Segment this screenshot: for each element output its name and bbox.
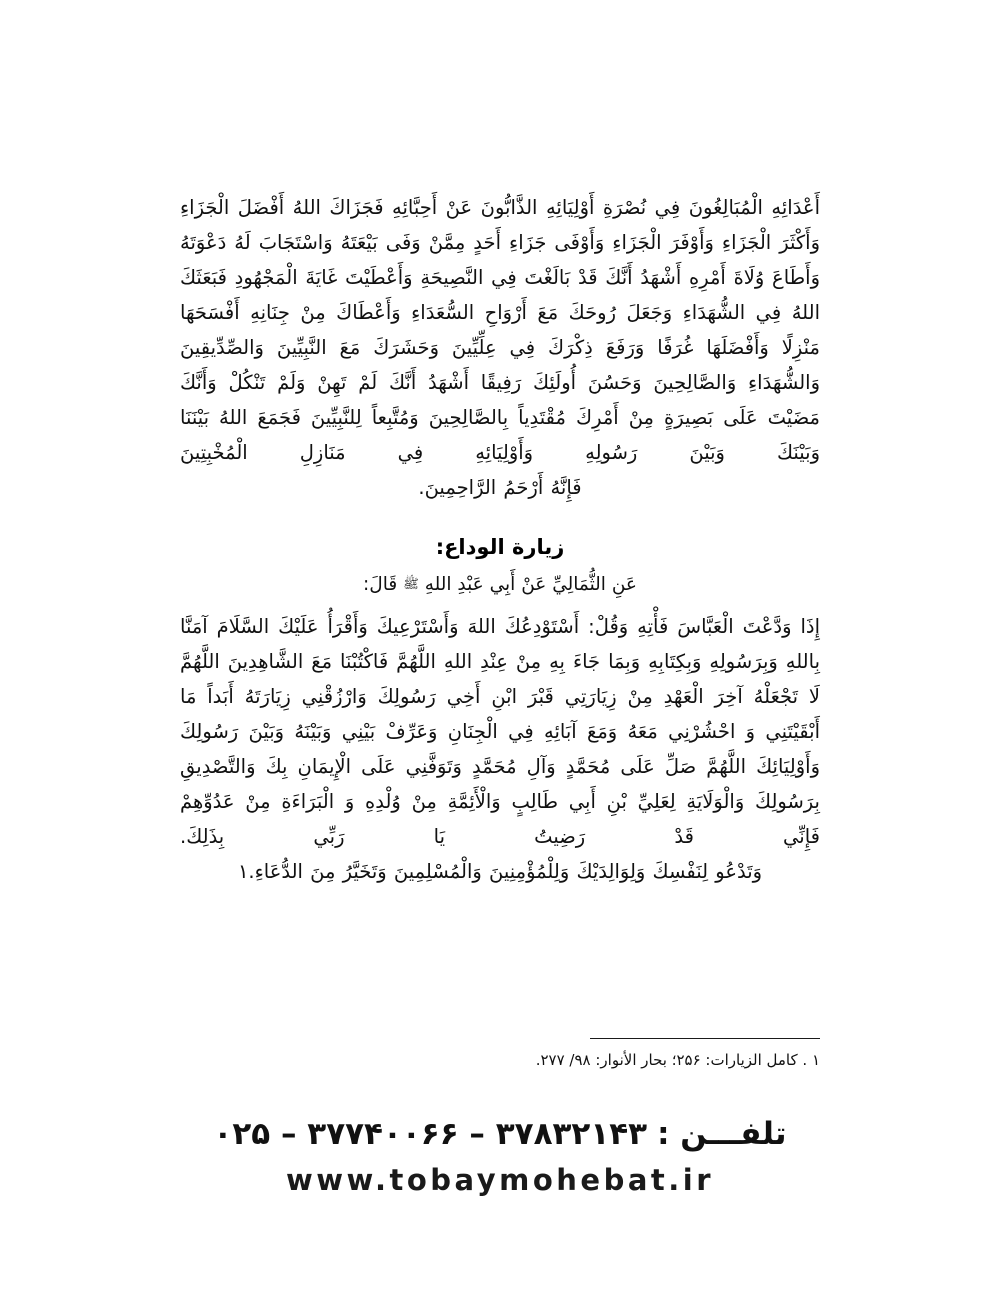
footer-website-url: www.tobaymohebat.ir [285,1163,715,1197]
footer-phone-line [0,1112,1000,1156]
honorific-alayhi-salam-icon: ﷺ [403,577,419,592]
page-footer [0,1112,1000,1200]
footnote-text: ۱ . كامل الزيارات: ۲۵۶؛ بحار الأنوار: ۹۸/ ۲۷۷. [535,1051,820,1069]
narrator-chain-suffix: قَالَ: [363,574,398,595]
footnote-separator-rule [590,1038,820,1039]
footer-phone-label: تلفـــن : [657,1116,787,1152]
narrator-chain-line [180,569,820,601]
paragraph-ziyarat-alwada-last-line: وَتَدْعُو لِنَفْسِكَ وَلِوَالِدَيْكَ وَلِلْمُؤْمِنِينَ وَالْمُسْلِمِينَ وَتَخَيَّرُ مِنَ الدُّعَاءِ.۱ [237,860,763,883]
paragraph-ziyarat-alwada-text: إِذَا وَدَّعْتَ الْعَبَّاسَ فَأْتِهِ وَقُلْ: أَسْتَوْدِعُكَ اللهَ وَأَسْتَرْعِيكَ وَأَقْرَأُ عَلَيْكَ السَّلَامَ آمَنَّا بِاللهِ وَبِرَسُولِهِ وَبِكِتَابِهِ وَبِمَا جَاءَ بِهِ مِنْ عِنْدِ اللهِ اللَّهُمَّ فَاكْتُبْنَا مَعَ الشَّاهِدِينَ اللَّهُمَّ لَا تَجْعَلْهُ آخِرَ الْعَهْدِ مِنْ زِيَارَتِي قَبْرَ ابْنِ أَخِي رَسُولِكَ وَارْزُقْنِي زِيَارَتَهُ أَبَداً مَا أَبْقَيْتَنِي وَ احْشُرْنِي مَعَهُ وَمَعَ آبَائِهِ فِي الْجِنَانِ وَعَرِّفْ بَيْنِي وَبَيْنَهُ وَبَيْنَ رَسُولِكَ وَأَوْلِيَائِكَ اللَّهُمَّ صَلِّ عَلَى مُحَمَّدٍ وَآلِ مُحَمَّدٍ وَتَوَفَّنِي عَلَى الْإِيمَانِ بِكَ وَالتَّصْدِيقِ بِرَسُولِكَ وَالْوَلَايَةِ لِعَلِيِّ بْنِ أَبِي طَالِبٍ وَالْأَئِمَّةِ مِنْ وُلْدِهِ وَ الْبَرَاءَةِ مِنْ عَدُوِّهِمْ فَإِنِّي قَدْ رَضِيتُ يَا رَبِّي بِذَلِكَ. [180,615,820,848]
narrator-chain-prefix: عَنِ الثُّمَالِيِّ عَنْ أَبِي عَبْدِ اللهِ [424,574,637,595]
page-content [180,190,820,889]
footnote-area [180,1038,820,1071]
paragraph-ziyarat-continuation: أَعْدَائِهِ الْمُبَالِغُونَ فِي نُصْرَةِ أَوْلِيَائِهِ الذَّابُّونَ عَنْ أَحِبَّائِهِ فَجَزَاكَ اللهُ أَفْضَلَ الْجَزَاءِ وَأَكْثَرَ الْجَزَاءِ وَأَوْفَرَ الْجَزَاءِ وَأَوْفَى جَزَاءِ أَحَدٍ مِمَّنْ وَفَى بَيْعَتَهُ وَاسْتَجَابَ لَهُ دَعْوَتَهُ وَأَطَاعَ وُلَاةَ أَمْرِهِ أَشْهَدُ أَنَّكَ قَدْ بَالَغْتَ فِي النَّصِيحَةِ وَأَعْطَيْتَ غَايَةَ الْمَجْهُودِ فَبَعَثَكَ اللهُ فِي الشُّهَدَاءِ وَجَعَلَ رُوحَكَ مَعَ أَرْوَاحِ السُّعَدَاءِ وَأَعْطَاكَ مِنْ جِنَانِهِ أَفْسَحَهَا مَنْزِلًا وَأَفْضَلَهَا غُرَفًا وَرَفَعَ ذِكْرَكَ فِي عِلِّيِّينَ وَحَشَرَكَ مَعَ النَّبِيِّينَ وَالصِّدِّيقِينَ وَالشُّهَدَاءِ وَالصَّالِحِينَ وَحَسُنَ أُولَئِكَ رَفِيقًا أَشْهَدُ أَنَّكَ لَمْ تَهِنْ وَلَمْ تَنْكُلْ وَأَنَّكَ مَضَيْتَ عَلَى بَصِيرَةٍ مِنْ أَمْرِكَ مُقْتَدِياً بِالصَّالِحِينَ وَمُتَّبِعاً لِلنَّبِيِّينَ فَجَمَعَ اللهُ بَيْنَنَا وَبَيْنَكَ وَبَيْنَ رَسُولِهِ وَأَوْلِيَائِهِ فِي مَنَازِلِ الْمُخْبِتِينَ [180,196,820,464]
footer-phone-numbers: ۰۲۵ – ۳۷۷۴۰۰۶۶ – ۳۷۸۳۲۱۴۳ [213,1116,648,1152]
section-heading-ziyarat-alwada: زيارة الوداع: [435,535,565,559]
paragraph-ziyarat-continuation-last-line: فَإِنَّهُ أَرْحَمُ الرَّاحِمِينَ. [418,476,582,499]
